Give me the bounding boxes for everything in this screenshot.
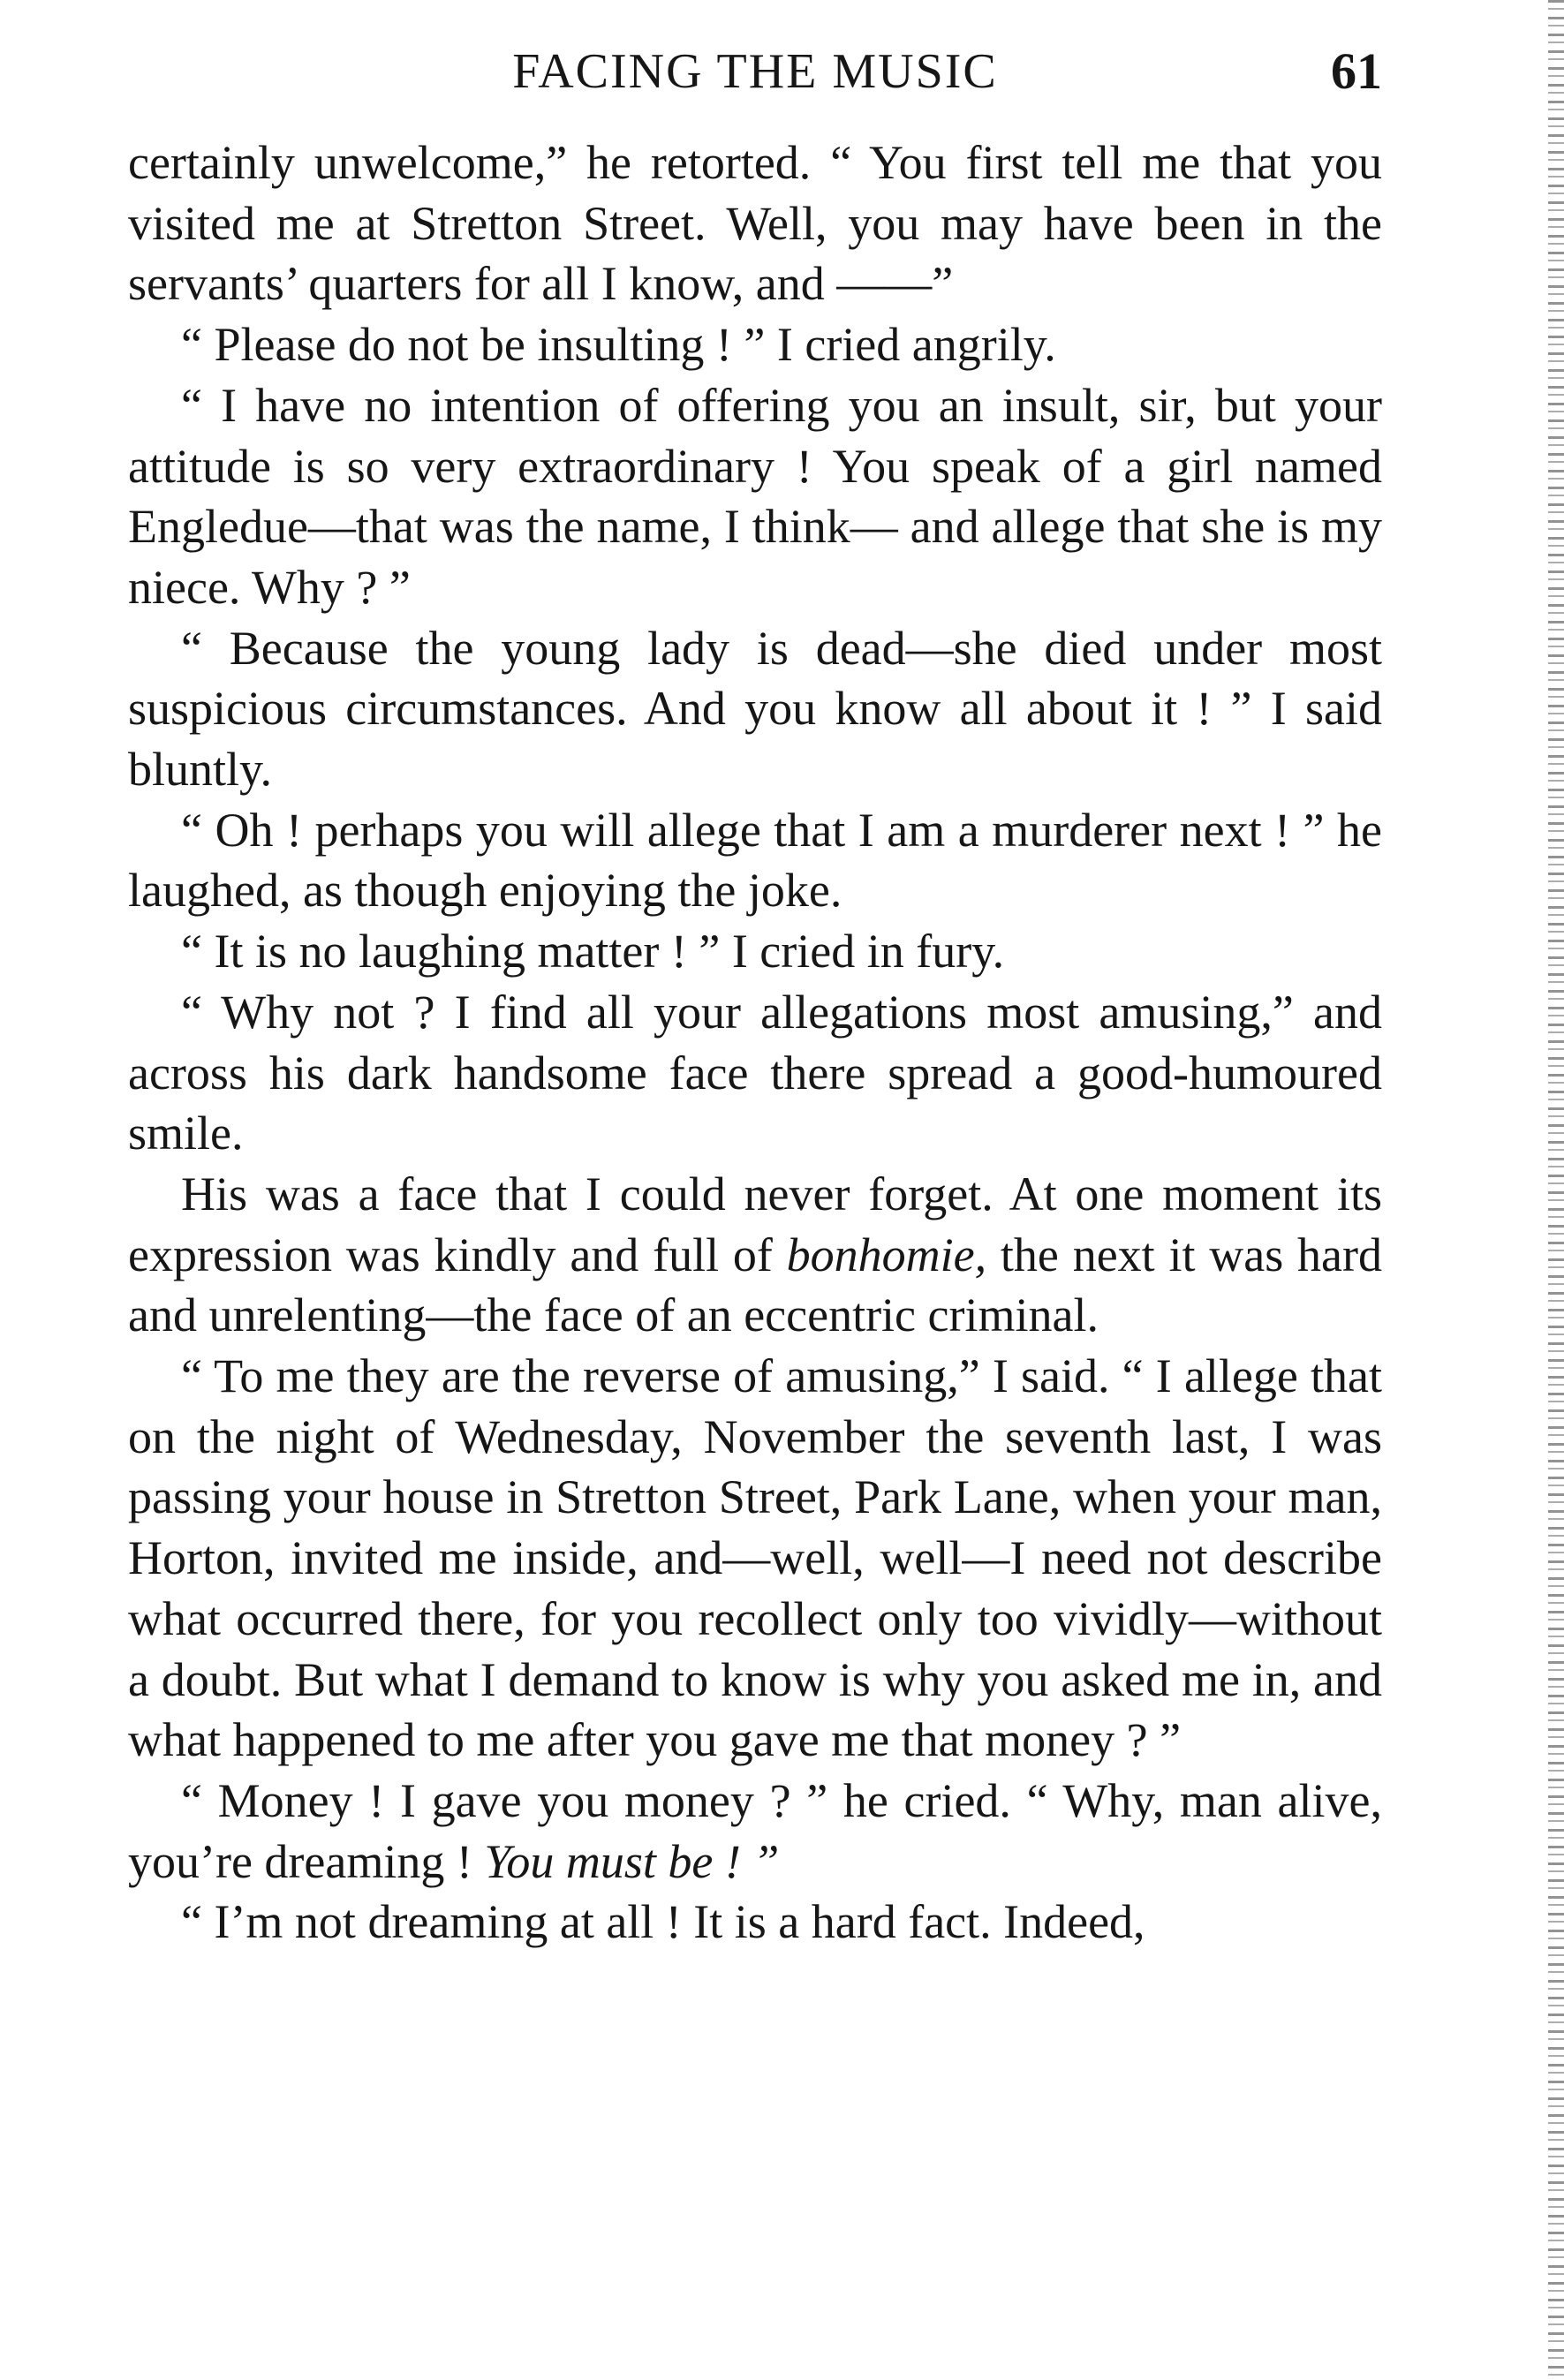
paragraph-text: His was a face that I could never forget. At one moment its expression was kindly and full of xyxy=(128,1167,1382,1281)
body-text xyxy=(128,132,1382,1953)
paragraph xyxy=(128,1771,1382,1892)
paragraph: “ Oh ! perhaps you will allege that I am a murderer next ! ” he laughed, as though enjoying the joke. xyxy=(128,803,1382,918)
paragraph xyxy=(128,1164,1382,1346)
paragraph: “ Because the young lady is dead—she died under most suspicious circumstances. And you know all about it ! ” I said bluntly. xyxy=(128,621,1382,797)
paragraph: “ It is no laughing matter ! ” I cried in fury. xyxy=(181,925,1005,978)
paragraph-text: the next it was hard and unrelenting—the face of an eccentric criminal. xyxy=(128,1228,1382,1342)
italic-word: bonhomie, xyxy=(786,1228,987,1281)
paragraph: “ Please do not be insulting ! ” I cried angrily. xyxy=(181,318,1056,372)
chapter-title: FACING THE MUSIC xyxy=(512,44,998,99)
scan-edge-shadow xyxy=(1548,0,1564,2380)
paragraph: “ To me they are the reverse of amusing,” I said. “ I allege that on the night of Wednesday, November the seventh last, I was passing your house in Stretton Street, Park Lane, when your man, Horton, invited me inside, and—well, well—I need not describe what occurred there, for you recollect only too vividly—without a doubt. But what I demand to know is why you asked me in, and what happened to me after you gave me that money ? ” xyxy=(128,1349,1382,1767)
paragraph-text: “ Money ! I gave you money ? ” he cried. “ Why, man alive, you’re dreaming ! xyxy=(128,1773,1382,1888)
paragraph: “ Why not ? I find all your allegations most amusing,” and across his dark handsome face there spread a good-humoured smile. xyxy=(128,985,1382,1160)
paragraph: “ I have no intention of offering you an insult, sir, but your attitude is so very extraordinary ! You speak of a girl named Engledue—that was the name, I think— and allege that she is my niece. Why ? ” xyxy=(128,378,1382,614)
paragraph: “ I’m not dreaming at all ! It is a hard fact. Indeed, xyxy=(181,1895,1145,1949)
italic-phrase: You must be ! ” xyxy=(484,1834,780,1888)
paragraph-continuation: certainly unwelcome,” he retorted. “ You first tell me that you visited me at Stretton Street. Well, you may have been in the servants’ quarters for all I know, and ——” xyxy=(128,136,1382,311)
page-number: 61 xyxy=(1331,42,1382,100)
running-head xyxy=(128,41,1382,102)
